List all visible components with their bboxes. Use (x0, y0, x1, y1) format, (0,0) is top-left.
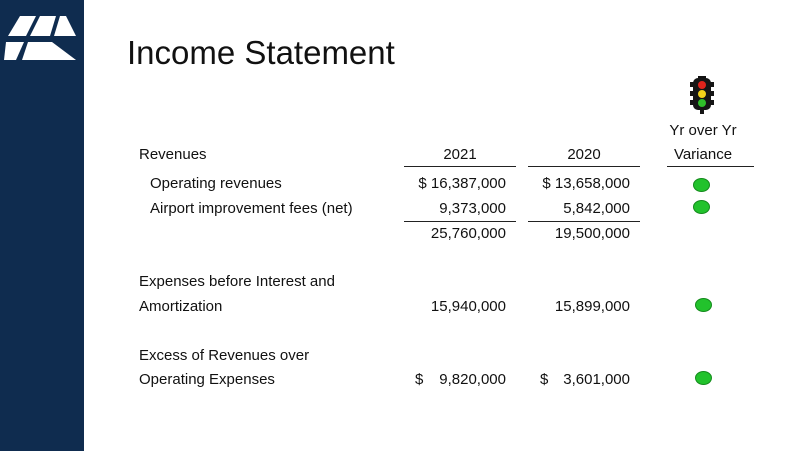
expenses-label-line2: Amortization (139, 298, 223, 315)
column-header-2020: 2020 (567, 146, 601, 163)
operating-revenues-label: Operating revenues (150, 175, 282, 192)
sidebar-band (0, 0, 84, 451)
traffic-light-icon (690, 76, 714, 114)
operating-revenues-2020: $ 13,658,000 (542, 175, 630, 192)
revenues-heading: Revenues (139, 146, 207, 163)
header-underline-2020 (528, 166, 640, 167)
subtotal-rule-2021 (404, 221, 516, 222)
excess-label-line2: Operating Expenses (139, 371, 275, 388)
revenue-total-2021: 25,760,000 (430, 225, 506, 242)
subtotal-rule-2020 (528, 221, 640, 222)
excess-2021: 9,820,000 (439, 371, 506, 388)
operating-revenues-2021: $ 16,387,000 (418, 175, 506, 192)
variance-header-line2: Variance (673, 146, 733, 163)
airport-fees-label: Airport improvement fees (net) (150, 200, 353, 217)
expenses-status-indicator (695, 298, 712, 312)
excess-2020-currency: $ (540, 371, 549, 388)
column-header-2021: 2021 (443, 146, 477, 163)
revenue-total-2020: 19,500,000 (554, 225, 630, 242)
excess-2020: 3,601,000 (563, 371, 630, 388)
excess-status-indicator (695, 371, 712, 385)
header-underline-variance (667, 166, 754, 167)
expenses-label-line1: Expenses before Interest and (139, 273, 335, 290)
airport-fees-status-indicator (693, 200, 710, 214)
expenses-2020: 15,899,000 (554, 298, 630, 315)
excess-2021-currency: $ (415, 371, 424, 388)
variance-header-line1: Yr over Yr (669, 122, 737, 139)
operating-revenues-status-indicator (693, 178, 710, 192)
airport-fees-2020: 5,842,000 (563, 200, 630, 217)
airport-fees-2021: 9,373,000 (439, 200, 506, 217)
airport-logo-icon (4, 14, 78, 62)
excess-label-line1: Excess of Revenues over (139, 347, 310, 364)
header-underline-2021 (404, 166, 516, 167)
page-title: Income Statement (127, 34, 395, 71)
expenses-2021: 15,940,000 (430, 298, 506, 315)
